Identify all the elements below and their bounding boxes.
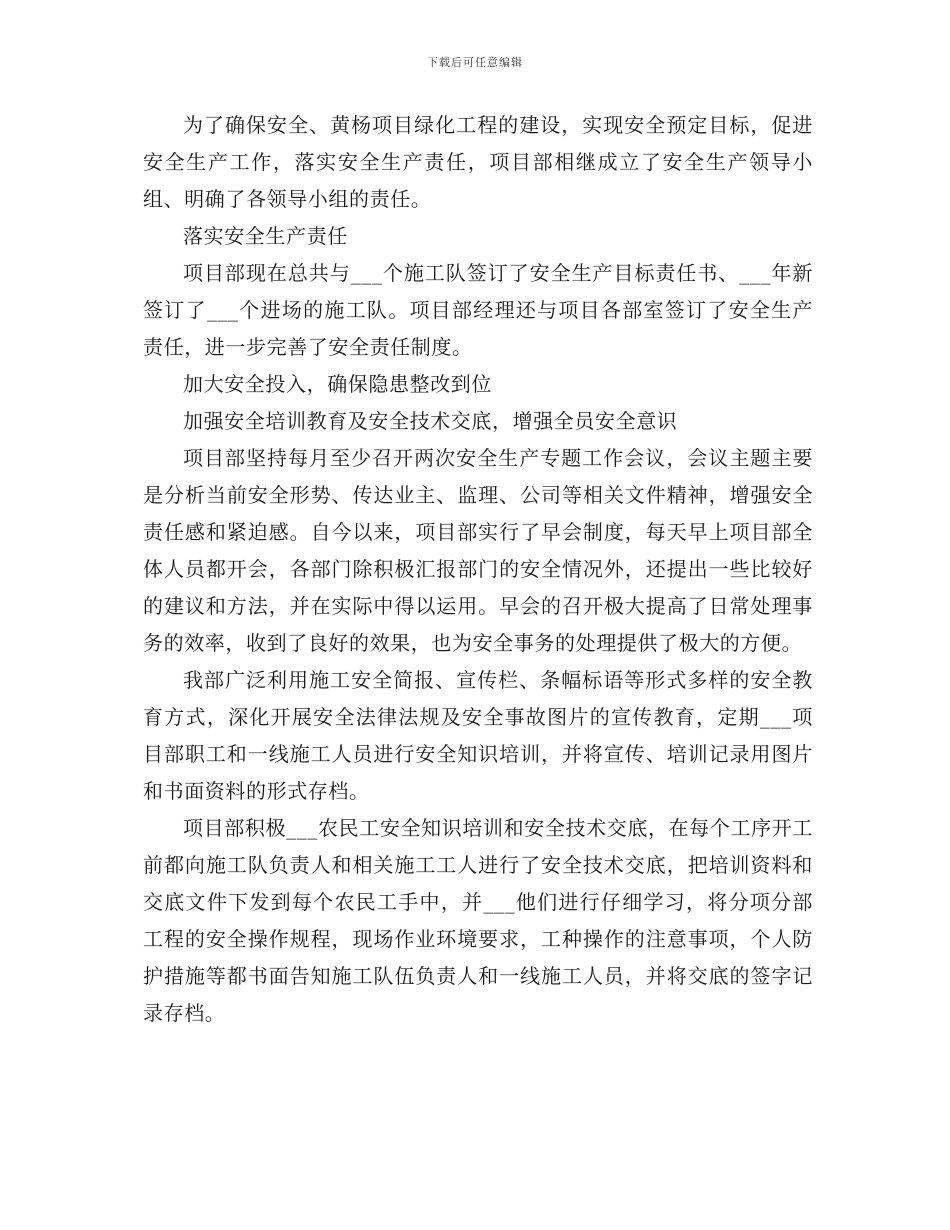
paragraph-responsibility: 项目部现在总共与___个施工队签订了安全生产目标责任书、___年新签订了___个进场的施工队。项目部经理还与项目各部室签订了安全生产责任，进一步完善了安全责任制度。 xyxy=(143,261,813,359)
heading-training: 加强安全培训教育及安全技术交底，增强全员安全意识 xyxy=(183,409,678,433)
paragraph-education: 我部广泛利用施工安全简报、宣传栏、条幅标语等形式多样的安全教育方式，深化开展安全法律法规及安全事故图片的宣传教育，定期___项目部职工和一线施工人员进行安全知识培训，并将宣传、培训记录用图片和书面资料的形式存档。 xyxy=(143,668,813,803)
document-body xyxy=(143,107,813,1032)
paragraph-intro: 为了确保安全、黄杨项目绿化工程的建设，实现安全预定目标，促进安全生产工作，落实安全生产责任，项目部相继成立了安全生产领导小组、明确了各领导小组的责任。 xyxy=(143,113,813,211)
paragraph-technical-briefing: 项目部积极___农民工安全知识培训和安全技术交底，在每个工序开工前都向施工队负责人和相关施工工人进行了安全技术交底，把培训资料和交底文件下发到每个农民工手中，并___他们进行仔细学习，将分项分部工程的安全操作规程，现场作业环境要求，工种操作的注意事项，个人防护措施等都书面告知施工队伍负责人和一线施工人员，并将交底的签字记录存档。 xyxy=(143,816,813,1025)
page-header-note: 下载后可任意编辑 xyxy=(427,56,523,69)
heading-investment: 加大安全投入，确保隐患整改到位 xyxy=(183,372,492,396)
paragraph-meetings: 项目部坚持每月至少召开两次安全生产专题工作会议，会议主题主要是分析当前安全形势、传达业主、监理、公司等相关文件精神，增强安全责任感和紧迫感。自今以来，项目部实行了早会制度，每天早上项目部全体人员都开会，各部门除积极汇报部门的安全情况外，还提出一些比较好的建议和方法，并在实际中得以运用。早会的召开极大提高了日常处理事务的效率，收到了良好的效果，也为安全事务的处理提供了极大的方便。 xyxy=(143,446,813,655)
heading-responsibility: 落实安全生产责任 xyxy=(183,224,348,248)
